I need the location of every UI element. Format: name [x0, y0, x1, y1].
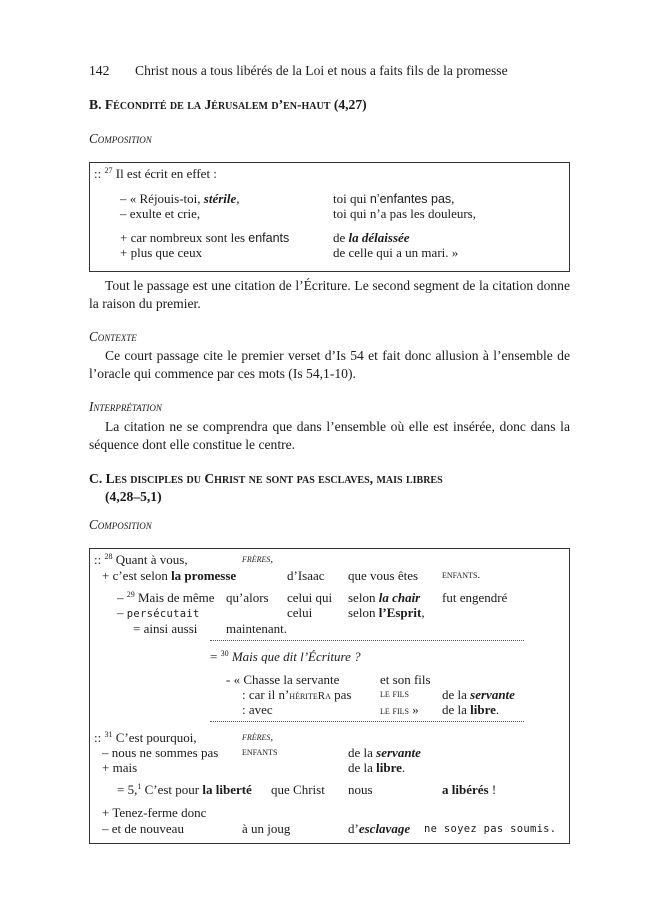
divider-bottom — [210, 721, 524, 722]
section-b-composition-label: Composition — [89, 131, 152, 146]
a5-ainsi: = ainsi aussi — [133, 621, 198, 636]
paragraph-3: La citation ne se comprendra que dans l’ensemble où elle est insérée, donc dans la séquence dont elle constitue le centre. — [89, 419, 570, 452]
c1-chasse: - « Chasse la servante — [226, 672, 340, 687]
a5-maintenant: maintenant. — [226, 621, 288, 636]
line-right-1: toi qui n’enfantes pas, — [333, 191, 455, 206]
running-head — [89, 62, 508, 80]
freres-1: frères, — [242, 553, 274, 565]
v28-line: :: $^{28}$ Quant à vous, — [94, 552, 188, 567]
contexte-label: Contexte — [89, 329, 137, 344]
d2-servante: de la servante — [348, 745, 421, 760]
d2-nous: – nous ne sommes pas — [102, 745, 219, 760]
a4-celui: celui — [287, 605, 313, 620]
section-b-heading: B. Fécondité de la Jérusalem d’en-haut (4,27) — [89, 97, 367, 112]
a3-qualors: qu’alors — [226, 590, 269, 605]
v31-line: :: $^{31}$ C’est pourquoi, — [94, 730, 197, 745]
a4-esprit: selon l’Esprit, — [348, 605, 425, 620]
section-b-composition-box — [89, 162, 570, 272]
d6-esclavage: d’esclavage — [348, 821, 411, 836]
line-left-2: – exulte et crie, — [120, 206, 201, 221]
c1-son-fils: et son fils — [380, 672, 431, 687]
question-line: = $^{30}$ Mais que dit l’Écriture ? — [210, 649, 361, 664]
line-right-4: de celle qui a un mari. » — [333, 245, 459, 260]
paragraph-2: Ce court passage cite le premier verset d’Is 54 et fait donc allusion à l’ensemble de l’oracle qui commence par ces mots (Is 54,1-10). — [89, 348, 570, 381]
page-number: 142 — [89, 63, 110, 78]
freres-2: frères, — [242, 731, 274, 743]
line-left-4: + plus que ceux — [120, 245, 203, 260]
a2-que-vous: que vous êtes — [348, 568, 419, 583]
c2-heritera: : car il n’hériteRa pas — [242, 687, 352, 702]
a3-left: – $^{29}$ Mais de même — [117, 590, 215, 605]
d3-libre: de la libre. — [348, 760, 406, 775]
d5-tenez: + Tenez-ferme donc — [102, 805, 207, 820]
d4-liberte: = 5,$^1$ C’est pour la liberté — [117, 782, 252, 797]
c2-le-fils: le fils — [380, 688, 409, 700]
a3-engendre: fut engendré — [442, 590, 508, 605]
section-c-composition-box — [89, 548, 570, 844]
d3-mais: + mais — [102, 760, 138, 775]
interpretation-label: Interprétation — [89, 399, 162, 414]
divider-top — [210, 640, 524, 641]
c3-libre: de la libre. — [442, 702, 500, 717]
c3-le-fils: le fils » — [380, 702, 419, 717]
d2-enfants: enfants — [242, 746, 278, 758]
a3-celui-qui: celui qui — [287, 590, 333, 605]
a2-left: + c’est selon la promesse — [102, 568, 237, 583]
a4-left: – persécutait — [117, 605, 200, 620]
d4-christ: que Christ — [271, 782, 325, 797]
d4-nous: nous — [348, 782, 373, 797]
line-right-2: toi qui n’a pas les douleurs, — [333, 206, 476, 221]
line-left-1: – « Réjouis-toi, stérile, — [120, 191, 240, 206]
d6-nouveau: – et de nouveau — [102, 821, 184, 836]
line-left-3: + car nombreux sont les enfants — [120, 230, 290, 245]
a3-chair: selon la chair — [348, 590, 421, 605]
verse-intro: :: $^{27}$ Il est écrit en effet : — [94, 166, 217, 181]
paragraph-1: Tout le passage est une citation de l’Écriture. Le second segment de la citation donne la raison du premier. — [89, 278, 570, 311]
d6-joug: à un joug — [242, 821, 291, 836]
d6-soumis: ne soyez pas soumis. — [424, 823, 557, 835]
running-title: Christ nous a tous libérés de la Loi et nous a faits fils de la promesse — [135, 63, 508, 78]
d4-liberes: a libérés ! — [442, 782, 497, 797]
line-right-3: de la délaissée — [333, 230, 410, 245]
a2-enfants: enfants. — [442, 569, 481, 581]
section-c-heading: C. Les disciples du Christ ne sont pas esclaves, mais libres (4,28–5,1) — [89, 471, 443, 504]
section-c-composition-label: Composition — [89, 517, 152, 532]
c2-servante: de la servante — [442, 687, 515, 702]
a2-isaac: d’Isaac — [287, 568, 325, 583]
c3-avec: : avec — [242, 702, 273, 717]
